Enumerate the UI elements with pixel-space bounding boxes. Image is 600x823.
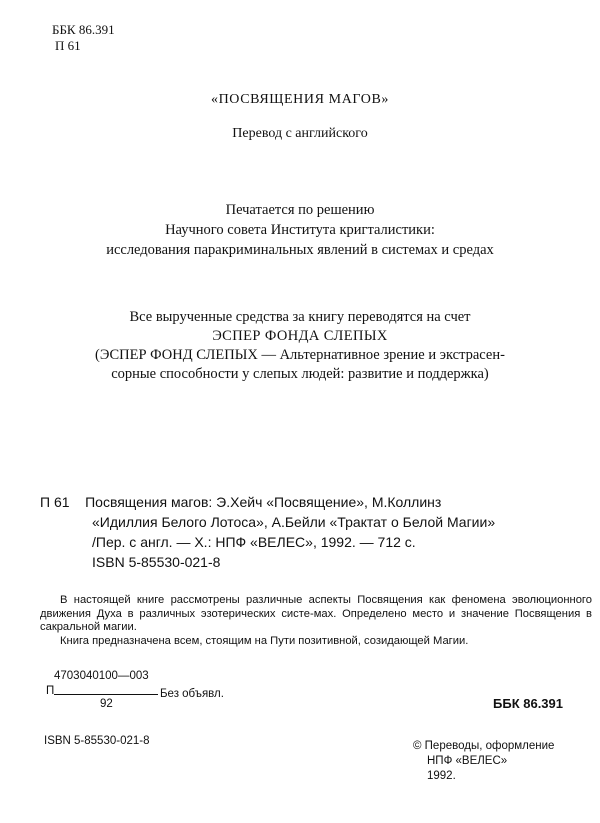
publication-decision [0,200,600,260]
biblio-line-2: «Идиллия Белого Лотоса», А.Бейли «Трактат о Белой Магии» [92,514,496,530]
fund-name: ЭСПЕР ФОНДА СЛЕПЫХ [212,328,388,344]
bbk-code: ББК 86.391 [52,22,115,37]
book-title: «ПОСВЯЩЕНИЯ МАГОВ» [211,92,389,107]
copyright-line: НПФ «ВЕЛЕС» [427,755,508,767]
funds-line: (ЭСПЕР ФОНД СЛЕПЫХ — Альтернативное зрение и экстрасен- [95,347,505,363]
copyright-year: 1992. [427,770,456,782]
biblio-isbn: ISBN 5-85530-021-8 [92,554,221,570]
isbn-footer: ISBN 5-85530-021-8 [44,735,150,747]
print-code-prefix: П [46,685,55,697]
decision-line: исследования паракриминальных явлений в системах и средах [106,242,494,258]
print-code-note: Без объявл. [160,688,224,700]
bbk-header [52,22,115,54]
copyright-line: © Переводы, оформление [413,740,555,752]
funds-line: Все вырученные средства за книгу переводятся на счет [129,309,471,325]
funds-line: сорные способности у слепых людей: развитие и поддержка) [111,366,489,382]
decision-line: Научного совета Института кригталистики: [165,222,435,238]
bibliographic-record [40,492,495,572]
print-code-fraction-line [54,694,158,695]
abstract-paragraph: В настоящей книге рассмотрены различные аспекты Посвящения как феномена эволюционного движения Духа в различных эзотерических систе-мах. Определено место и значение Посвящения в сакральной магии. [40,594,592,633]
copyright [413,739,554,784]
index-code: П 61 [55,38,81,53]
print-code-numerator: 4703040100—003 [54,670,149,682]
biblio-line-3: /Пер. с англ. — Х.: НПФ «ВЕЛЕС», 1992. — 712 с. [92,534,416,550]
abstract-paragraph: Книга предназначена всем, стоящим на Пути позитивной, созидающей Магии. [60,634,469,647]
bbk-footer: ББК 86.391 [493,696,563,711]
decision-line: Печатается по решению [225,202,375,218]
biblio-line-1 [40,492,495,512]
translation-note: Перевод с английского [232,126,368,141]
abstract [40,594,592,648]
biblio-text: Посвящения магов: Э.Хейч «Посвящение», М.Коллинз [85,494,442,510]
print-code-denominator: 92 [100,698,113,710]
biblio-index: П 61 [40,494,70,510]
funds-note [0,308,600,384]
